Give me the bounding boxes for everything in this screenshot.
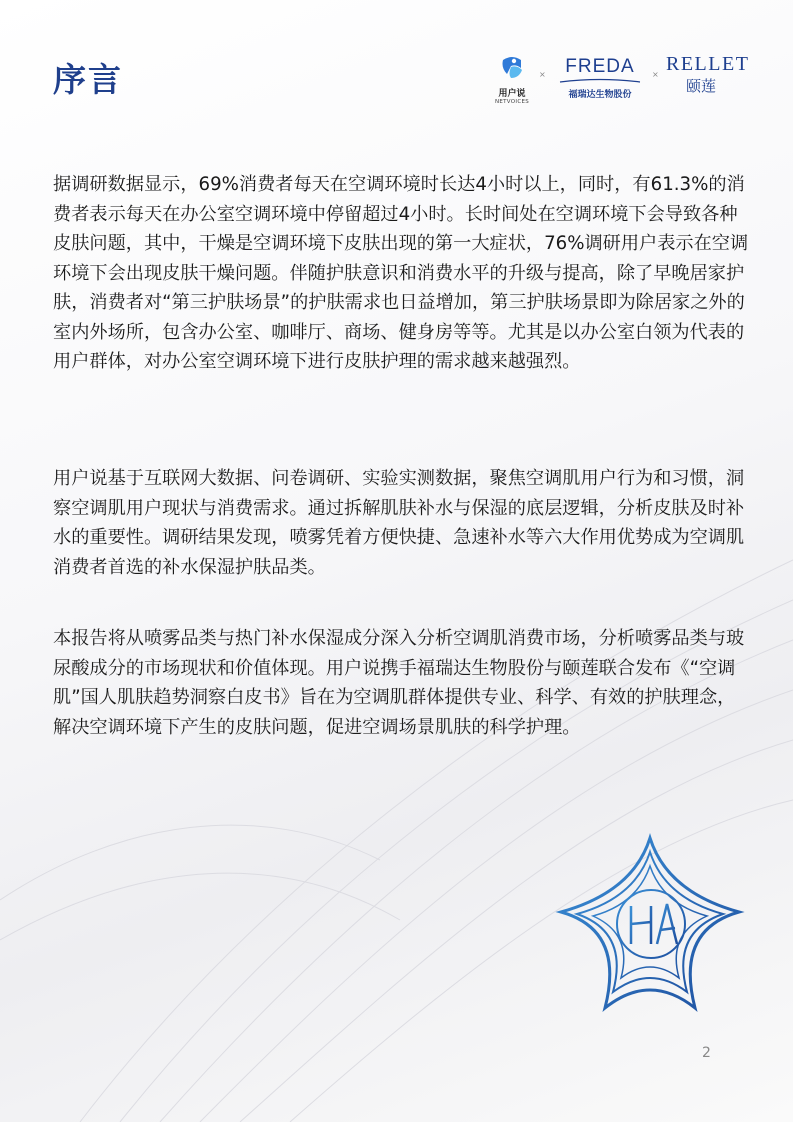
rellet-logo: [666, 52, 750, 96]
page-title: 序言: [53, 60, 123, 99]
intro-paragraph-3: 本报告将从喷雾品类与热门补水保湿成分深入分析空调肌消费市场，分析喷雾品类与玻尿酸成分的市场现状和价值体现。用户说携手福瑞达生物股份与颐莲联合发布《“空调肌”国人肌肤趋势洞察白皮书》旨在为空调肌群体提供专业、科学、有效的护肤理念，解决空调环境下产生的皮肤问题，促进空调场景肌肤的科学护理。: [53, 628, 745, 738]
freda-name-en: FREDA: [565, 56, 635, 77]
intro-paragraph-1: 据调研数据显示，69%消费者每天在空调环境时长达4小时以上，同时，有61.3%的消费者表示每天在办公室空调环境中停留超过4小时。长时间处在空调环境下会导致各种皮肤问题，其中，干燥是空调环境下皮肤出现的第一大症状，76%调研用户表示在空调环境下会出现皮肤干燥问题。伴随护肤意识和消费水平的升级与提高，除了早晚居家护肤，消费者对“第三护肤场景”的护肤需求也日益增加，第三护肤场景即为除居家之外的室内外场所，包含办公室、咖啡厅、商场、健身房等等。尤其是以办公室白领为代表的用户群体，对办公室空调环境下进行皮肤护理的需求越来越强烈。: [53, 174, 749, 372]
ha-emblem-icon: [555, 832, 745, 1022]
netvoices-logo: [490, 54, 534, 105]
partner-logos: [490, 50, 750, 110]
netvoices-name-en: NETVOICES: [494, 99, 530, 105]
logo-separator: ×: [652, 70, 659, 79]
freda-logo: [554, 56, 646, 100]
logo-separator: ×: [539, 70, 546, 79]
netvoices-name-cn: 用户说: [498, 89, 526, 99]
netvoices-mark-icon: [499, 54, 525, 80]
page-number: 2: [702, 1045, 711, 1061]
freda-swoosh-icon: [554, 78, 646, 84]
rellet-name-en: RELLET: [666, 53, 750, 75]
freda-name-cn: 福瑞达生物股份: [568, 90, 632, 100]
intro-paragraph-2: 用户说基于互联网大数据、问卷调研、实验实测数据，聚焦空调肌用户行为和习惯，洞察空调肌用户现状与消费需求。通过拆解肌肤补水与保湿的底层逻辑，分析皮肤及时补水的重要性。调研结果发现，喷雾凭着方便快捷、急速补水等六大作用优势成为空调肌消费者首选的补水保湿护肤品类。: [53, 468, 745, 578]
rellet-name-cn: 颐莲: [685, 77, 716, 95]
